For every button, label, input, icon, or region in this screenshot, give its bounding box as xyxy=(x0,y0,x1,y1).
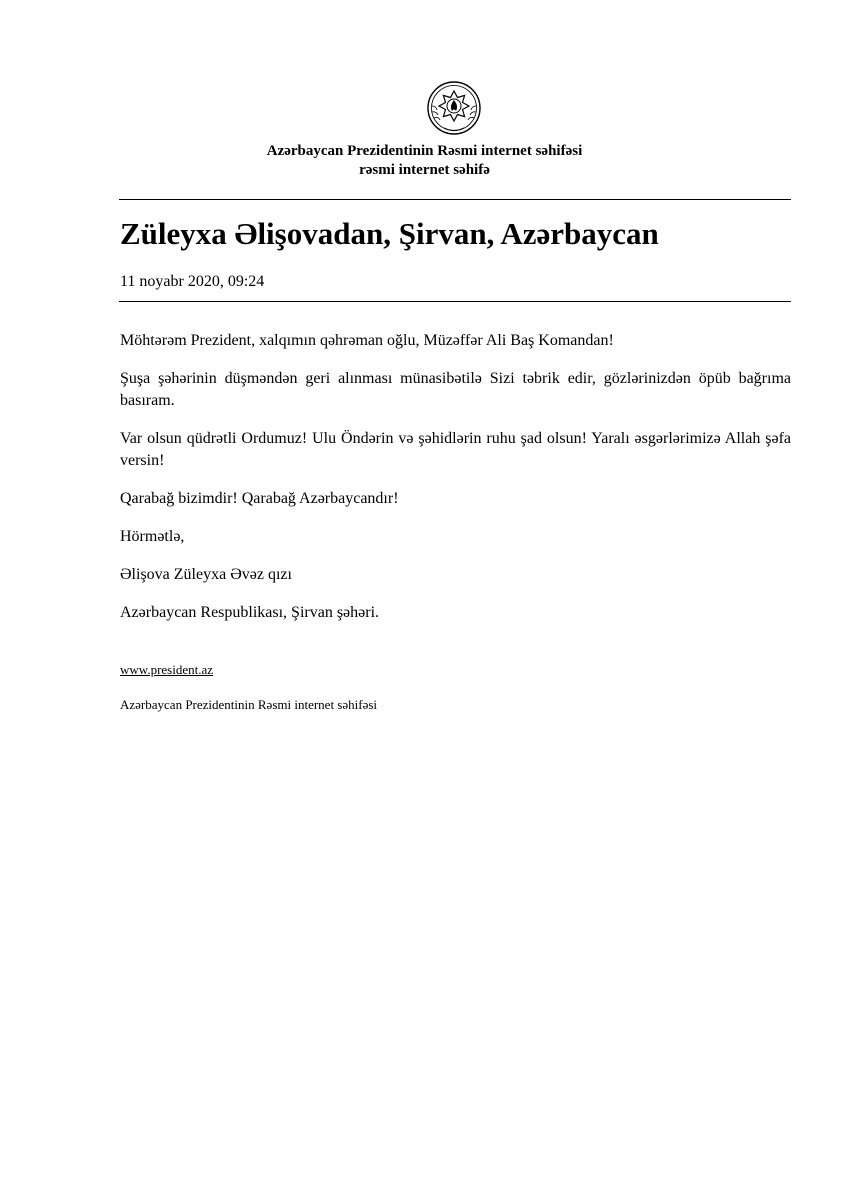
header-divider xyxy=(119,199,791,200)
site-header-subtitle: rəsmi internet səhifə xyxy=(359,162,490,178)
article-body xyxy=(120,330,791,640)
congratulation-paragraph: Şuşa şəhərinin düşməndən geri alınması münasibətilə Sizi təbrik edir, gözlərinizdən öpüb bağrıma basıram. xyxy=(120,370,791,409)
closing-paragraph: Hörmətlə, xyxy=(120,528,185,545)
article-date: 11 noyabr 2020, 09:24 xyxy=(120,273,265,290)
greeting-paragraph: Möhtərəm Prezident, xalqımın qəhrəman oğlu, Müzəffər Ali Baş Komandan! xyxy=(120,332,614,349)
signature-name: Əlişova Züleyxa Əvəz qızı xyxy=(120,566,292,583)
footer-website-link[interactable]: www.president.az xyxy=(120,662,214,677)
title-divider xyxy=(119,301,791,302)
site-header-title: Azərbaycan Prezidentinin Rəsmi internet səhifəsi xyxy=(266,143,583,159)
karabakh-paragraph: Qarabağ bizimdir! Qarabağ Azərbaycandır! xyxy=(120,490,399,507)
signature-location: Azərbaycan Respublikası, Şirvan şəhəri. xyxy=(120,604,380,621)
state-emblem-icon xyxy=(426,80,482,136)
army-paragraph: Var olsun qüdrətli Ordumuz! Ulu Öndərin və şəhidlərin ruhu şad olsun! Yaralı əsgərlərimizə Allah şəfa versin! xyxy=(120,430,791,469)
article-title: Züleyxa Əlişovadan, Şirvan, Azərbaycan xyxy=(120,216,659,251)
footer-site-name: Azərbaycan Prezidentinin Rəsmi internet səhifəsi xyxy=(120,697,378,712)
